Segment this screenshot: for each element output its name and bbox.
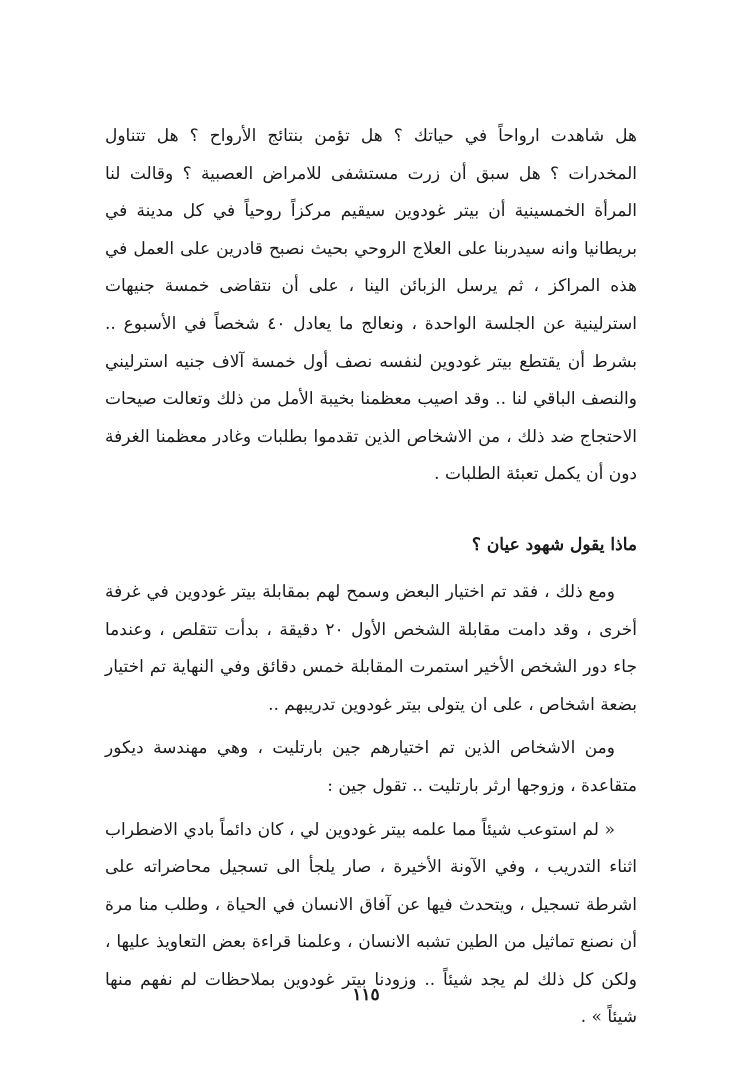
paragraph-selection: ومع ذلك ، فقد تم اختيار البعض وسمح لهم بمقابلة بيتر غودوين في غرفة أخرى ، وقد دامت مقابلة الشخص الأول ٢٠ دقيقة ، بدأت تتقلص ، وعندما جاء دور الشخص الأخير استمرت المقابلة خمس دقائق وفي النهاية تم اختيار بضعة اشخاص ، على ان يتولى بيتر غودوين تدريبهم .. xyxy=(105,581,637,715)
page-body xyxy=(105,118,637,1037)
paragraph-quote: « لم استوعب شيئاً مما علمه بيتر غودوين لي ، كان دائماً بادي الاضطراب اثناء التدريب ، وفي الآونة الأخيرة ، صار يلجأ الى تسجيل محاضراته على اشرطة تسجيل ، ويتحدث فيها عن آفاق الانسان في الحياة ، وطلب منا مرة أن نصنع تماثيل من الطين تشبه الانسان ، وعلمنا قراءة بعض التعاويذ عليها ، ولكن كل ذلك لم يجد شيئاً .. وزودنا بيتر غودوين بملاحظات لم نفهم منها شيئاً » . xyxy=(105,819,637,1028)
section-heading: ماذا يقول شهود عيان ؟ xyxy=(471,534,637,555)
paragraph-jane-bartlett: ومن الاشخاص الذين تم اختيارهم جين بارتليت ، وهي مهندسة ديكور متقاعدة ، وزوجها ارثر بارتليت .. تقول جين : xyxy=(105,738,637,796)
page-number: ١١٥ xyxy=(352,985,380,1005)
paragraph-intro: هل شاهدت ارواحاً في حياتك ؟ هل تؤمن بنتائج الأرواح ؟ هل تتناول المخدرات ؟ هل سبق أن زرت مستشفى للامراض العصبية ؟ وقالت لنا المرأة الخمسينية أن بيتر غودوين سيقيم مركزاً روحياً في كل مدينة في بريطانيا وانه سيدربنا على العلاج الروحي بحيث نصبح قادرين على العمل في هذه المراكز ، ثم يرسل الزبائن الينا ، على أن نتقاضى خمسة جنيهات استرلينية عن الجلسة الواحدة ، ونعالج ما يعادل ٤٠ شخصاً في الأسبوع .. بشرط أن يقتطع بيتر غودوين لنفسه نصف أول خمسة آلاف جنيه استرليني والنصف الباقي لنا .. وقد اصيب معظمنا بخيبة الأمل من ذلك وتعالت صيحات الاحتجاج ضد ذلك ، من الاشخاص الذين تقدموا بطلبات وغادر معظمنا الغرفة دون أن يكمل تعبئة الطلبات . xyxy=(105,126,637,485)
